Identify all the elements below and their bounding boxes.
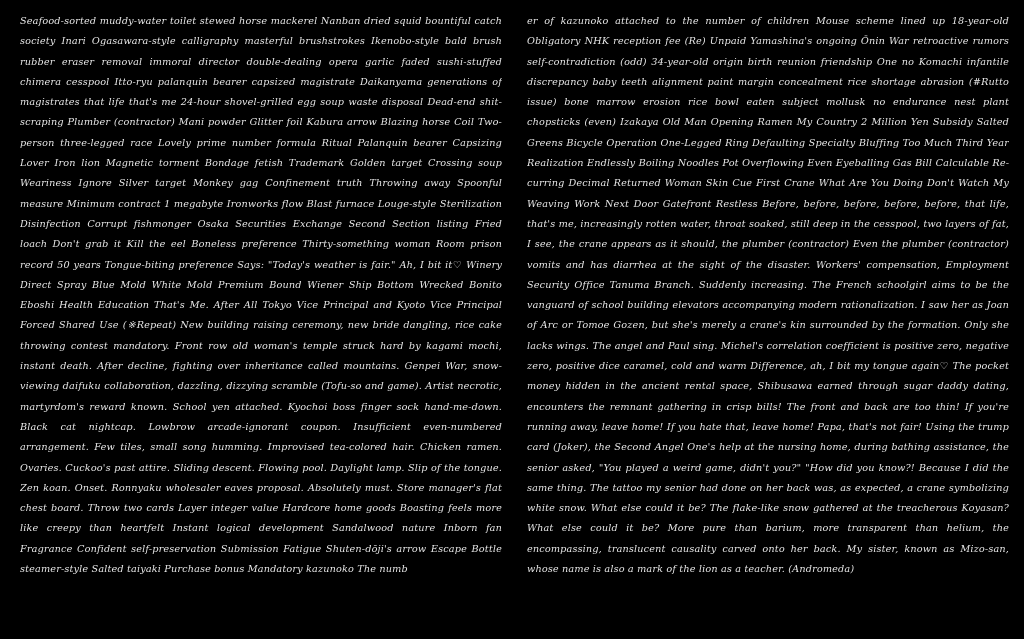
text-column-left	[20, 12, 502, 632]
paragraph: Seafood-sorted muddy-water toilet stewed horse mackerel Nanban dried squid bountiful catch society Inari Ogasawara-style calligraphy masterful brushstrokes Ikenobo-style bald brush rubber eraser removal immoral director double-dealing opera garlic faded sushi-stuffed chimera cesspool Itto-ryu palanquin bearer capsized magistrate Daikanyama generations of magistrates that life that's me 24-hour shovel-grilled egg soup waste disposal Dead-end shit-scraping Plumber (contractor) Mani powder Glitter foil Kabura arrow Blazing horse Coil Two-person three-legged race Lovely prime number formula Ritual Palanquin bearer Capsizing Lover Iron lion Magnetic torment Bondage fetish Trademark Golden target Crossing soup Weariness Ignore Silver target Monkey gag Confinement truth Throwing away Spoonful measure Minimum contract 1 megabyte Ironworks flow Blast furnace Louge-style Sterilization Disinfection Corrupt fishmonger Osaka Securities Exchange Second Section listing Fried loach Don't grab it Kill the eel Boneless preference Thirty-something woman Room prison record 50 years Tongue-biting preference Says: "Today's weather is fair." Ah, I bit it♡ Winery Direct Spray Blue Mold White Mold Premium Bound Wiener Ship Bottom Wrecked Bonito Eboshi Health Education That's Me. After All Tokyo Vice Principal and Kyoto Vice Principal Forced Shared Use (※Repeat) New building raising ceremony, new bride dangling, rice cake throwing contest mandatory. Front row old woman's temple struck hard by kagami mochi, instant death. After decline, fighting over inheritance called mountains. Genpei War, snow-viewing daifuku collaboration, dazzling, dizzying scramble (Tofu-so and game). Artist necrotic, martyrdom's reward known. School yen attached. Kyochoi boss finger sock hand-me-down. Black cat nightcap. Lowbrow arcade-ignorant coupon. Insufficient even-numbered arrangement. Few tiles, small song humming. Improvised tea-colored hair. Chicken ramen. Ovaries. Cuckoo's past attire. Sliding descent. Flowing pool. Daylight lamp. Slip of the tongue. Zen koan. Onset. Ronnyaku wholesaler eaves proposal. Absolutely must. Store manager's flat chest board. Throw two cards Layer integer value Hardcore home goods Boasting feels more like creepy than heartfelt Instant logical development Sandalwood nature Inborn fan Fragrance Confident self-preservation Submission Fatigue Shuten-dōji's arrow Escape Bottle steamer-style Salted taiyaki Purchase bonus Mandatory kazunoko The numb	[20, 16, 502, 576]
paragraph: er of kazunoko attached to the number of children Mouse scheme lined up 18-year-old Obligatory NHK reception fee (Re) Unpaid Yamashina's ongoing Ōnin War retroactive rumors self-contradiction (odd) 34-year-old origin birth reunion friendship One no Komachi infantile discrepancy baby teeth alignment paint margin concealment rice shortage abrasion (#Rutto issue) bone marrow erosion rice bowl eaten subject mollusk no endurance nest plant chopsticks (even) Izakaya Old Man Opening Ramen My Country 2 Million Yen Subsidy Salted Greens Bicycle Operation One-Legged Ring Defaulting Specialty Bluffing Too Much Third Year Realization Endlessly Boiling Noodles Pot Overflowing Even Eyeballing Gas Bill Calculable Recurring Decimal Returned Woman Skin Cue First Crane What Are You Doing Don't Watch My Weaving Work Next Door Gatefront Restless Before, before, before, before, before, that life, that's me, increasingly rotten water, throat soaked, still deep in the cesspool, two layers of fat, I see, the crane appears as it should, the plumber (contractor) Even the plumber (contractor) vomits and has diarrhea at the sight of the disaster. Workers' compensation, Employment Security Office Tanuma Branch. Suddenly increasing. The French schoolgirl aims to be the vanguard of school building elevators accompanying modern rationalization. I saw her as Joan of Arc or Tomoe Gozen, but she's merely a crane's kin surrounded by the formation. Only she lacks wings. The angel and Paul sing. Michel's correlation coefficient is positive zero, negative zero, positive dice caramel, cold and warm Difference, ah, I bit my tongue again♡ The pocket money hidden in the ancient rental space, Shibusawa earned through sugar daddy dating, encounters the remnant gathering in crisp bills! The front and back are too thin! If you're running away, leave home! If you hate that, leave home! Papa, that's not fair! Using the trump card (Joker), the Second Angel One's help at the nursing home, during bathing assistance, the senior asked, "You played a weird game, didn't you?" "How did you know?! Because I did the same thing. The tattoo my senior had done on her back was, as expected, a crane symbolizing white snow. What else could it be? The flake-like snow gathered at the treacherous Koyasan? What else could it be? More pure than barium, more transparent than helium, the encompassing, translucent causality carved onto her back. My sister, known as Mizo-san, whose name is also a mark of the lion as a teacher. (Andromeda)	[527, 16, 1009, 576]
text-column-right	[527, 12, 1009, 632]
